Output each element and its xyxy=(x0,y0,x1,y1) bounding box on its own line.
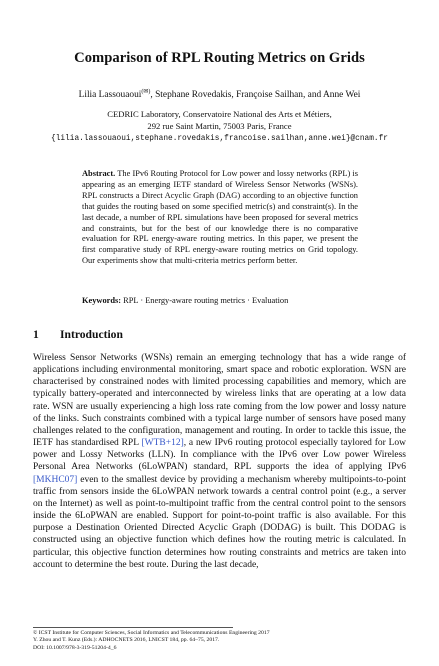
section-heading xyxy=(33,328,123,341)
footnote-copyright: © ICST Institute for Computer Sciences, Social Informatics and Telecommunications Engineering 2017 xyxy=(33,630,270,636)
body-text-part-2: , a new IPv6 routing protocol especially taylored for Low power and Lossy Networks (LLN). In compliance with the IPv6 over Low power Wireless Personal Area Networks (6LoWPAN) standard, RPL supports the idea of applying IPv6 xyxy=(33,438,406,473)
footnote-proceedings: Y. Zhou and T. Kunz (Eds.): ADHOCNETS 2016, LNICST 184, pp. 64–75, 2017. xyxy=(33,637,220,644)
copyright-footnote xyxy=(33,630,406,652)
keywords xyxy=(82,296,358,305)
affiliation-line-1: CEDRIC Laboratory, Conservatoire National des Arts et Métiers, xyxy=(107,109,332,119)
body-text-part-3: even to the smallest device by providing a mechanism whereby multipoints-to-point traffic from sensors inside the 6LoWPAN network towards a central control point (e.g., a server on the Internet) as well as point-to-multipoint traffic from the central control point to the sensors inside the 6LoPWAN are enabled. Support for point-to-point traffic is also available. For this purpose a Destination Oriented Directed Acyclic Graph (DODAG) is built. This DODAG is constructed using an objective function which defines how the routing metric is calculated. In particular, this objective function determines how routing constraints and metrics are taken into account to determine the best route. During the last decade, xyxy=(33,474,406,570)
abstract xyxy=(82,169,358,267)
body-text-part-1: Wireless Sensor Networks (WSNs) remain an emerging technology that has a wide range of applications including environmental monitoring, smart space and robotic exploration. WSN are characterised by constrained nodes with limited processing capabilities and memory, which are typically battery-operated and interconnected by wireless links that are operating at a low data rate. WSN are usually experiencing a high loss rate coming from the low power and lossy nature of the links. Such constraints combined with a typical large number of sensors have posed many challenges related to the configuration, management and routing. In order to tackle this issue, the IETF has standardised RPL xyxy=(33,353,406,449)
author-rest: , Stephane Rovedakis, Françoise Sailhan, and Anne Wei xyxy=(150,90,361,101)
affiliation-line-2: 292 rue Saint Martin, 75003 Paris, France xyxy=(147,121,292,131)
abstract-text: The IPv6 Routing Protocol for Low power and lossy networks (RPL) is appearing as an emerging IETF standard of Wireless Sensor Networks (WSNs). RPL constructs a Direct Acyclic Graph (DAG) according to an objective function that guides the routing based on some specified metric(s) and constraint(s). In the last decade, a number of RPL simulations have been proposed for several metrics and constraints, but for the best of our knowledge there is no comparative evaluation for RPL energy-aware routing metrics. In this paper, we present the first comparative study of RPL energy-aware routing metrics on Grid topology. Our experiments show that multi-criteria metrics perform better. xyxy=(82,169,358,266)
author-list xyxy=(0,88,439,100)
introduction-body xyxy=(33,352,406,571)
section-title: Introduction xyxy=(60,328,123,341)
citation-link-wtb12[interactable]: [WTB+12] xyxy=(141,438,184,449)
footnote-divider xyxy=(33,627,233,628)
author-first: Lilia Lassouaoui xyxy=(78,90,142,101)
citation-link-mkhc07[interactable]: [MKHC07] xyxy=(33,474,78,485)
paper-title: Comparison of RPL Routing Metrics on Grids xyxy=(74,50,365,66)
abstract-label: Abstract. xyxy=(82,169,116,178)
author-emails: {lilia.lassouaoui,stephane.rovedakis,francoise.sailhan,anne.wei}@cnam.fr xyxy=(51,135,388,143)
keywords-text: RPL · Energy-aware routing metrics · Evaluation xyxy=(123,296,289,305)
corresponding-author-mark: (✉) xyxy=(141,89,151,95)
keywords-label: Keywords: xyxy=(82,296,122,305)
section-number: 1 xyxy=(33,328,39,341)
footnote-doi: DOI: 10.1007/978-3-319-51204-4_6 xyxy=(33,644,117,651)
